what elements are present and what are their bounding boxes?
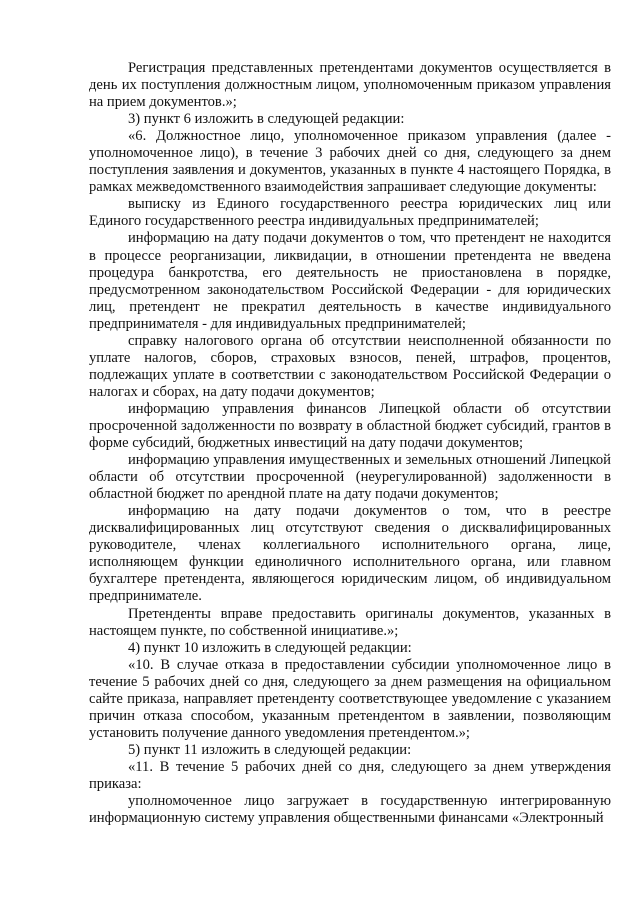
paragraph-item-5: 5) пункт 11 изложить в следующей редакции: xyxy=(128,741,412,758)
paragraph-clause-10: «10. В случае отказа в предоставлении субсидии уполномоченное лицо в течение 5 рабочих дней со дня, следующего за днем размещения на официальном сайте приказа, направляет претенденту соответствующее уведомление с указанием причин отказа способом, указанным претендентом в заявлении, позволяющим установить получение данного уведомления претендентом.»; xyxy=(89,656,611,741)
paragraph-item-4: 4) пункт 10 изложить в следующей редакции: xyxy=(128,639,412,656)
paragraph-item-3: 3) пункт 6 изложить в следующей редакции: xyxy=(128,111,405,128)
document-page xyxy=(89,60,611,827)
paragraph-tax-certificate: справку налогового органа об отсутствии неисполненной обязанности по уплате налогов, сборов, страховых взносов, пеней, штрафов, процентов, подлежащих уплате в соответствии с законодательством Российской Федерации о налогах и сборах, на дату подачи документов; xyxy=(89,332,611,400)
paragraph-disqualified-info: информацию на дату подачи документов о том, что в реестре дисквалифицированных лиц отсутствуют сведения о дисквалифицированных руководителе, членах коллегиального исполнительного органа, лице, исполняющем функции единоличного исполнительного органа, или главном бухгалтере претендента, являющегося юридическим лицом, об индивидуальном предпринимателе. xyxy=(89,503,611,605)
paragraph-finance-info: информацию управления финансов Липецкой области об отсутствии просроченной задолженности по возврату в областной бюджет субсидий, грантов в форме субсидий, бюджетных инвестиций на дату подачи документов; xyxy=(89,400,611,452)
paragraph-originals: Претенденты вправе предоставить оригиналы документов, указанных в настоящем пункте, по собственной инициативе.»; xyxy=(89,605,611,639)
paragraph-gis-upload: уполномоченное лицо загружает в государственную интегрированную информационную систему управления общественными финансами «Электронный xyxy=(89,793,611,827)
paragraph-reorganization-info: информацию на дату подачи документов о том, что претендент не находится в процессе реорганизации, ликвидации, в отношении претендента не введена процедура банкротства, его деятельность не приостановлена в порядке, предусмотренном законодательством Российской Федерации - для юридических лиц, претендент не прекратил деятельность в качестве индивидуального предпринимателя - для индивидуальных предпринимателей; xyxy=(89,230,611,332)
paragraph-clause-11: «11. В течение 5 рабочих дней со дня, следующего за днем утверждения приказа: xyxy=(89,758,611,792)
paragraph-egrul-extract: выписку из Единого государственного реестра юридических лиц или Единого государственного реестра индивидуальных предпринимателей; xyxy=(89,196,611,230)
paragraph-registration: Регистрация представленных претендентами документов осуществляется в день их поступления должностным лицом, уполномоченным приказом управления на прием документов.»; xyxy=(89,60,611,111)
paragraph-property-info: информацию управления имущественных и земельных отношений Липецкой области об отсутствии просроченной (неурегулированной) задолженности в областной бюджет по арендной плате на дату подачи документов; xyxy=(89,452,611,503)
paragraph-clause-6: «6. Должностное лицо, уполномоченное приказом управления (далее - уполномоченное лицо), в течение 3 рабочих дней со дня, следующего за днем поступления заявления и документов, указанных в пункте 4 настоящего Порядка, в рамках межведомственного взаимодействия запрашивает следующие документы: xyxy=(89,128,611,196)
